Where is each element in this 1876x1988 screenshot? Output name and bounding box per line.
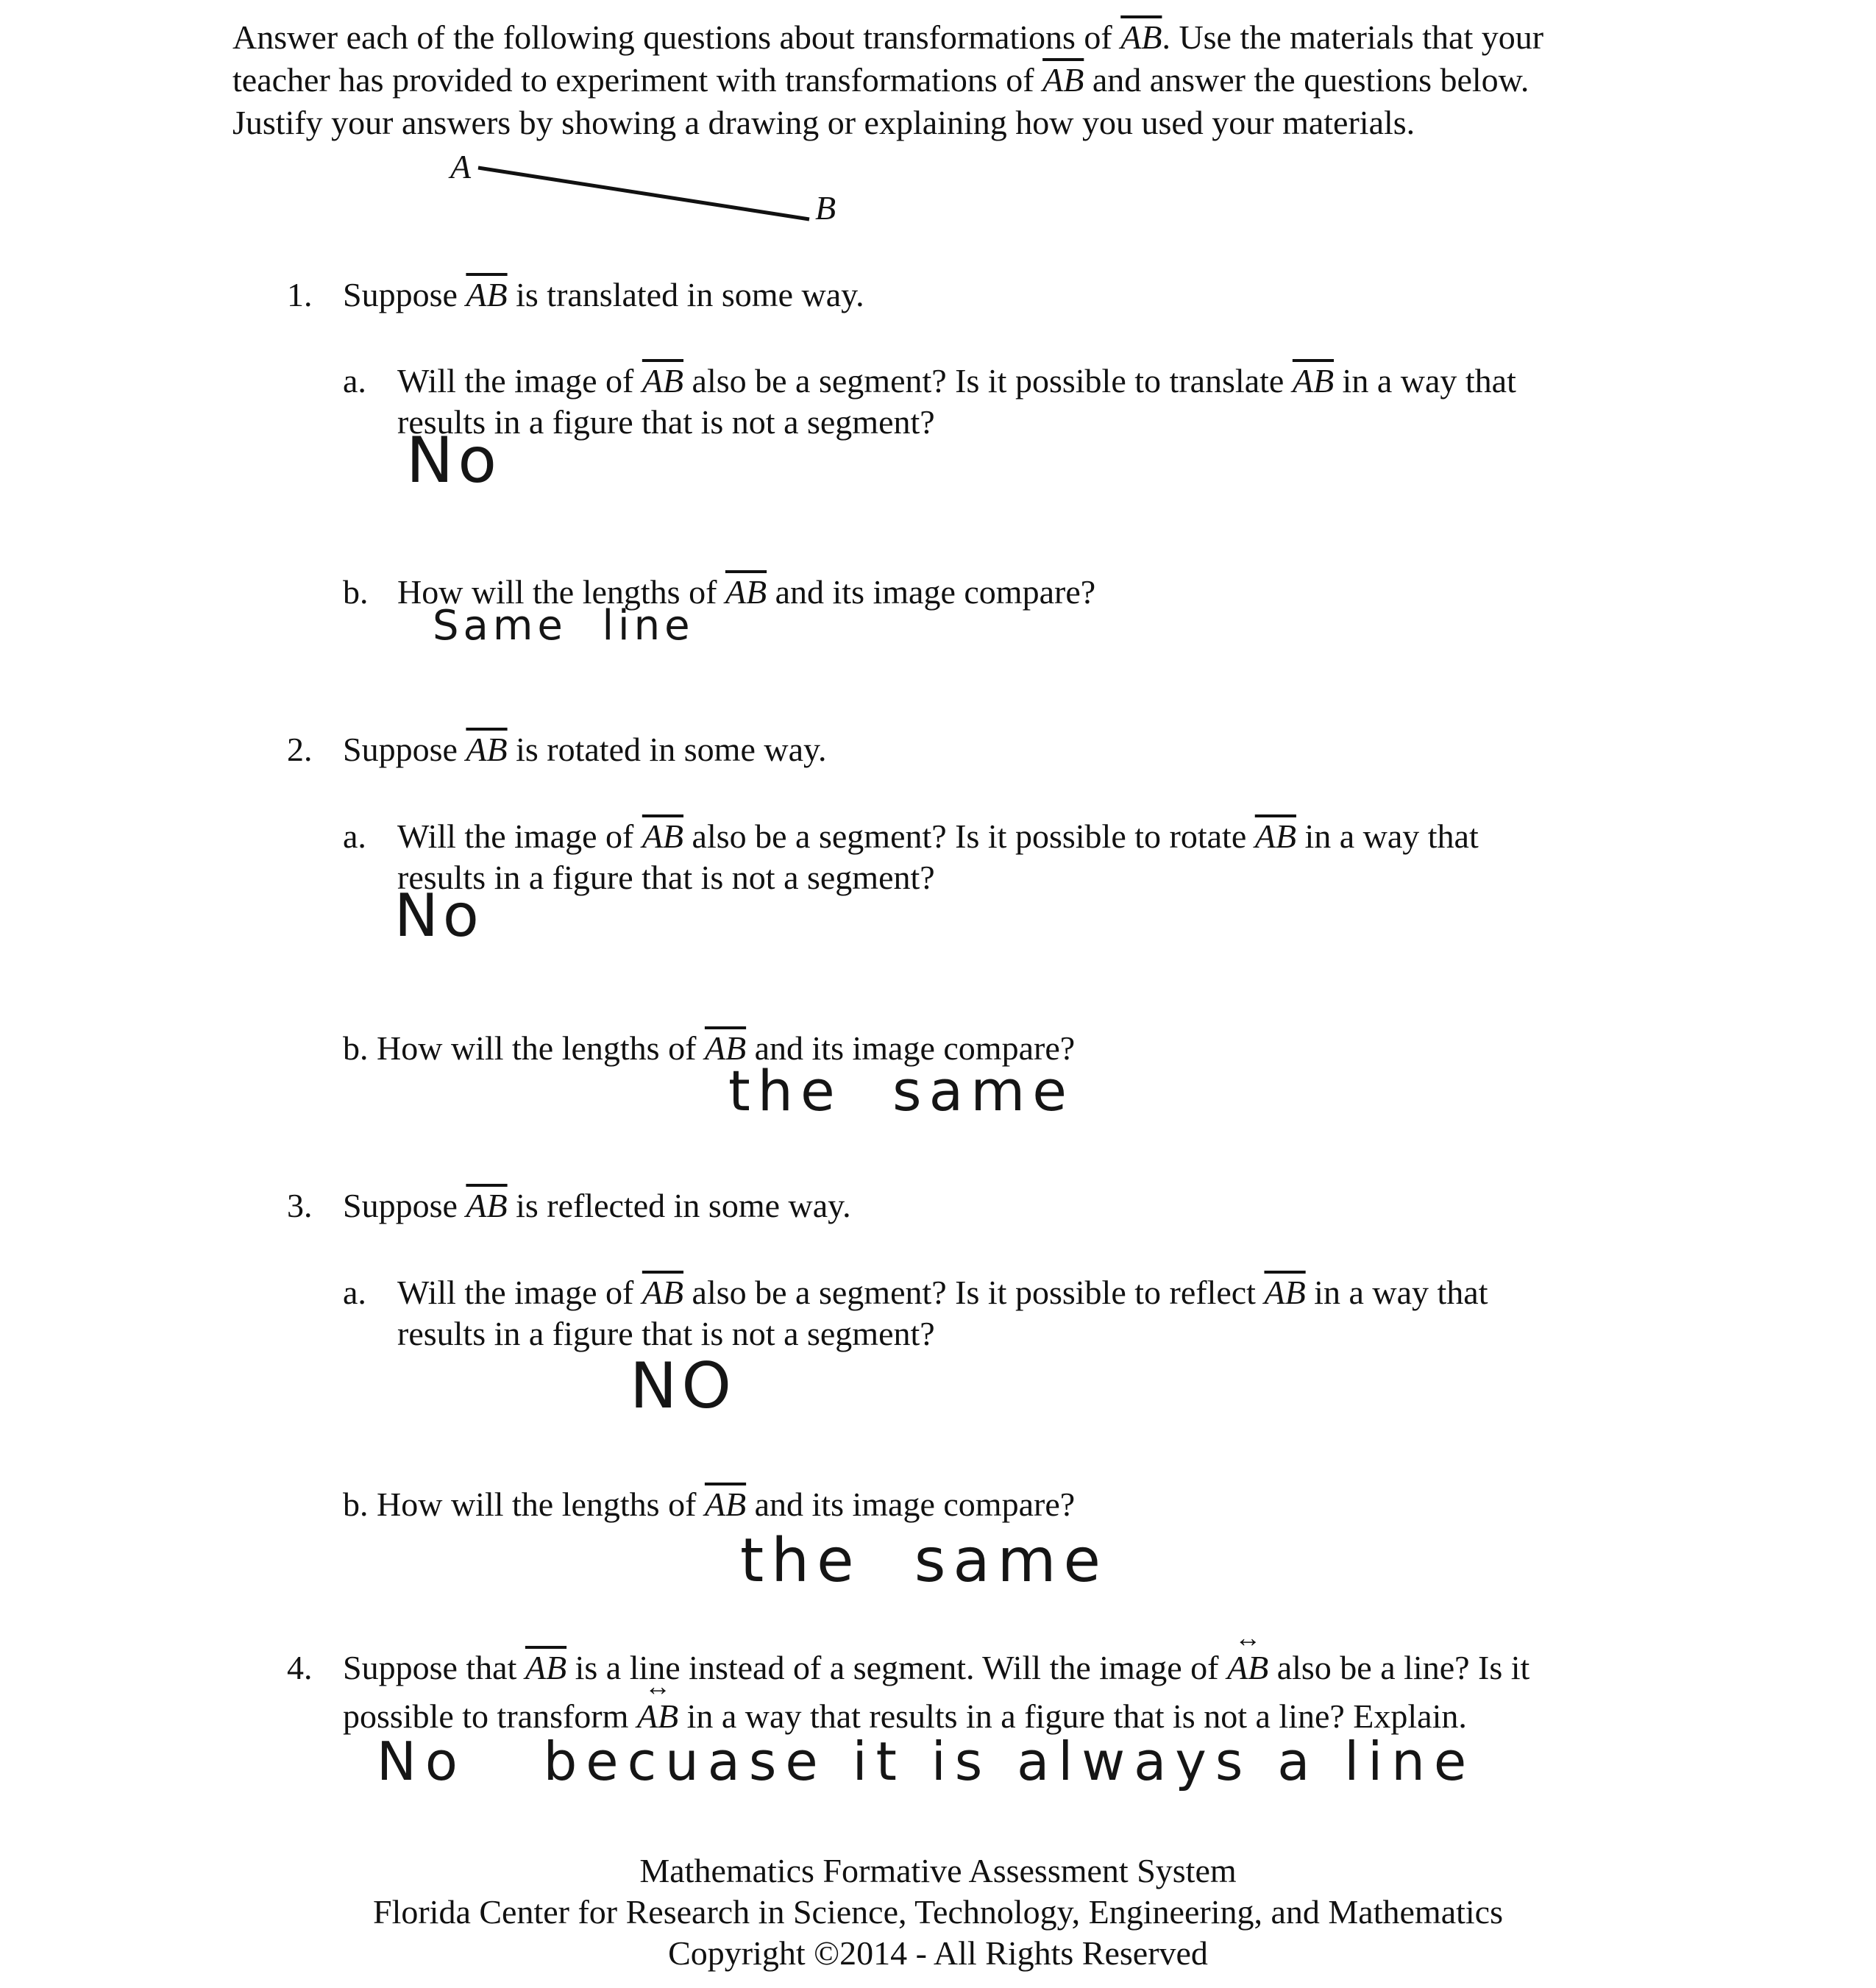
question-3b-letter: b. [343,1485,369,1523]
stem-text: possible to transform [343,1697,637,1735]
question-1-number: 1. [287,276,313,313]
segment-ab-line [478,168,809,219]
segment-ab-label: $\overline{AB}$ [525,1649,567,1686]
line-ab-label: ↔ AB [1227,1647,1268,1689]
stem-text: Will the image of [397,1274,642,1311]
point-b-label: B [815,189,836,227]
line-ab-label: ↔ AB [637,1695,678,1738]
segment-ab-label: $\overline{AB}$ [466,1187,508,1224]
answer-3b-handwritten: the same [740,1526,1108,1596]
segment-ab-label: $\overline{AB}$ [704,1485,747,1523]
stem-text: Suppose [343,731,466,768]
footer-line-3: Copyright ©2014 - All Rights Reserved [668,1934,1208,1972]
question-3-stem [343,1185,851,1227]
segment-ab-label: $\overline{AB}$ [466,731,508,768]
intro-text: Answer each of the following questions about transformations of [232,18,1121,56]
point-a-label: A [450,148,472,185]
segment-ab-label: $\overline{AB}$ [1120,18,1162,56]
footer-line-2: Florida Center for Research in Science, Technology, Engineering, and Mathematics [372,1893,1503,1931]
stem-text: and its image compare? [767,573,1096,611]
stem-text: is reflected in some way. [507,1187,851,1224]
segment-ab-label: $\overline{AB}$ [704,1029,747,1067]
answer-1a-handwritten: No [406,424,501,497]
stem-text: How will the lengths of [377,1485,705,1523]
stem-text: Will the image of [397,817,642,855]
question-1a-line-2: results in a figure that is not a segment? [397,403,935,441]
intro-text: teacher has provided to experiment with transformations of [232,61,1043,99]
question-2a-line-2: results in a figure that is not a segment? [397,859,935,896]
stem-text: is rotated in some way. [507,731,827,768]
stem-text: Suppose [343,276,466,313]
stem-text: in a way that results in a figure that is not a line? Explain. [678,1697,1467,1735]
stem-text: How will the lengths of [397,573,725,611]
question-4-number: 4. [287,1649,313,1686]
stem-text: in a way that [1305,1274,1488,1311]
footer-line-1: Mathematics Formative Assessment System [639,1852,1237,1889]
segment-ab-label: $\overline{AB}$ [642,1274,684,1311]
question-3b-text [343,1483,1075,1526]
answer-2a-handwritten: No [394,881,483,950]
stem-text: also be a segment? Is it possible to reflect [683,1274,1265,1311]
stem-text: in a way that [1296,817,1479,855]
question-1-stem [343,274,864,316]
segment-ab-label: $\overline{AB}$ [642,817,684,855]
intro-text: Justify your answers by showing a drawing or explaining how you used your materials. [232,104,1415,141]
answer-1b-handwritten: Same line [433,602,694,650]
question-2a-letter: a. [343,817,366,855]
answer-4-handwritten: No becuase it is always a line [377,1730,1476,1792]
question-3a-line-2: results in a figure that is not a segment? [397,1315,935,1352]
question-3a-line-1 [397,1271,1488,1314]
segment-ab-label: $\overline{AB}$ [466,276,508,313]
intro-text: . Use the materials that your [1162,18,1544,56]
segment-ab-label: $\overline{AB}$ [642,362,684,400]
stem-text: and its image compare? [746,1029,1076,1067]
stem-text: How will the lengths of [377,1029,705,1067]
segment-ab-label: $\overline{AB}$ [1254,817,1296,855]
stem-text: also be a segment? Is it possible to rotate [683,817,1255,855]
intro-text: and answer the questions below. [1084,61,1529,99]
question-1a-letter: a. [343,362,366,400]
segment-ab-label: $\overline{AB}$ [1264,1274,1306,1311]
stem-text: is a line instead of a segment. Will the image of [566,1649,1227,1686]
stem-text: and its image compare? [746,1485,1076,1523]
stem-text: in a way that [1334,362,1516,400]
question-2-number: 2. [287,731,313,768]
question-3a-letter: a. [343,1274,366,1311]
stem-text: Will the image of [397,362,642,400]
stem-text: Suppose [343,1187,466,1224]
question-2-stem [343,728,827,771]
question-3-number: 3. [287,1187,313,1224]
stem-text: also be a line? Is it [1268,1649,1530,1686]
segment-ab-label: $\overline{AB}$ [1042,61,1084,99]
stem-text: is translated in some way. [507,276,864,313]
segment-ab-label: $\overline{AB}$ [1292,362,1335,400]
stem-text: Suppose that [343,1649,525,1686]
stem-text: also be a segment? Is it possible to translate [683,362,1293,400]
answer-3a-handwritten: NO [630,1349,736,1423]
segment-ab-figure [0,0,1876,250]
question-1b-letter: b. [343,573,369,611]
question-4-line-1 [343,1647,1529,1689]
segment-ab-label: $\overline{AB}$ [725,573,767,611]
answer-2b-handwritten: the same [728,1058,1074,1123]
question-2b-letter: b. [343,1029,369,1067]
question-1a-line-1 [397,360,1516,402]
question-2a-line-1 [397,815,1479,858]
